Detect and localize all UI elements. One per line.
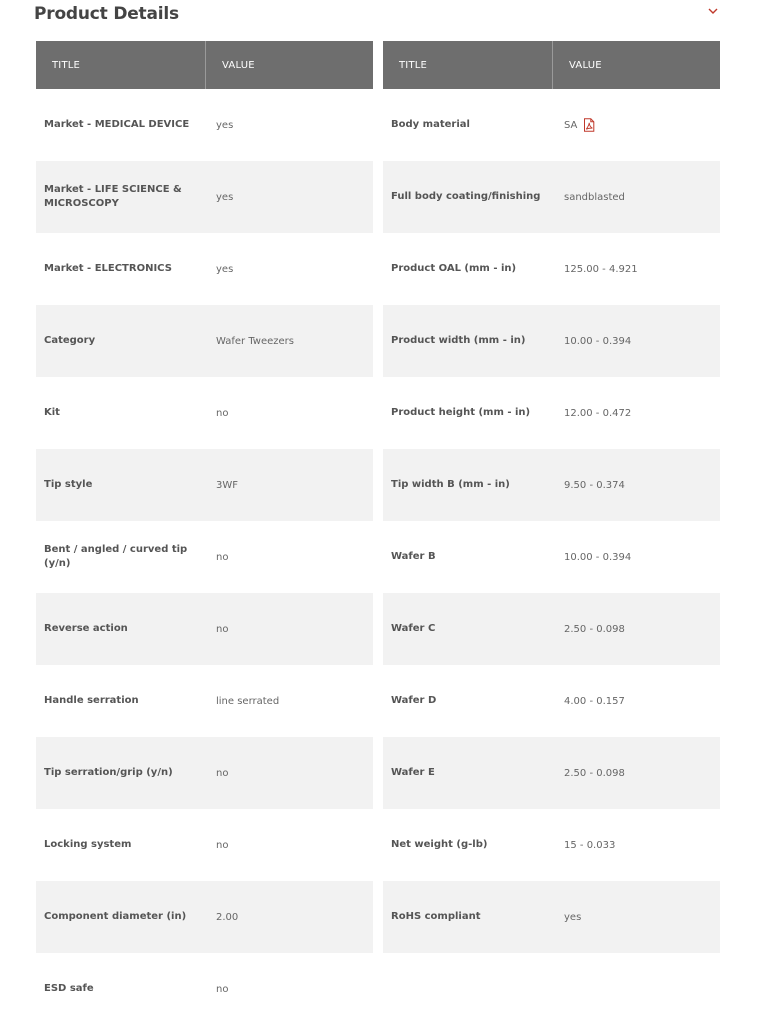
spec-title: Market - ELECTRONICS bbox=[44, 263, 172, 274]
spec-value: 12.00 - 0.472 bbox=[564, 407, 632, 419]
spec-title: ESD safe bbox=[44, 983, 94, 994]
table-row bbox=[36, 665, 373, 737]
spec-title: Body material bbox=[391, 119, 470, 130]
spec-value: 2.50 - 0.098 bbox=[564, 767, 625, 779]
spec-value: 4.00 - 0.157 bbox=[564, 695, 625, 707]
table-row bbox=[36, 449, 373, 521]
table-row bbox=[383, 233, 720, 305]
table-row bbox=[383, 377, 720, 449]
spec-title: Market - LIFE SCIENCE & MICROSCOPY bbox=[44, 184, 182, 209]
spec-title: Bent / angled / curved tip (y/n) bbox=[44, 544, 188, 569]
spec-title: Wafer D bbox=[391, 695, 437, 706]
specs-table-right bbox=[383, 41, 720, 953]
spec-value: 9.50 - 0.374 bbox=[564, 479, 625, 491]
spec-value: line serrated bbox=[216, 695, 280, 707]
spec-value-cell bbox=[553, 118, 720, 132]
spec-title: Product height (mm - in) bbox=[391, 407, 531, 418]
spec-title: Component diameter (in) bbox=[44, 911, 187, 922]
table-row bbox=[383, 89, 720, 161]
spec-value: no bbox=[216, 983, 229, 995]
spec-title: Product OAL (mm - in) bbox=[391, 263, 517, 274]
spec-value: yes bbox=[216, 191, 234, 203]
table-row bbox=[36, 521, 373, 593]
spec-title: Locking system bbox=[44, 839, 132, 850]
column-header-title: TITLE bbox=[383, 41, 553, 89]
spec-title: Net weight (g-lb) bbox=[391, 839, 488, 850]
table-row bbox=[383, 161, 720, 233]
table-row bbox=[383, 305, 720, 377]
spec-value: 10.00 - 0.394 bbox=[564, 551, 632, 563]
table-row bbox=[36, 593, 373, 665]
spec-title: Tip width B (mm - in) bbox=[391, 479, 510, 490]
table-row bbox=[36, 161, 373, 233]
table-row bbox=[383, 809, 720, 881]
spec-title: Wafer C bbox=[391, 623, 436, 634]
spec-value: sandblasted bbox=[564, 191, 625, 203]
spec-value: no bbox=[216, 623, 229, 635]
table-row bbox=[36, 305, 373, 377]
spec-value: yes bbox=[216, 263, 234, 275]
product-details-header[interactable] bbox=[34, 0, 720, 30]
spec-title: Product width (mm - in) bbox=[391, 335, 526, 346]
table-header bbox=[383, 41, 720, 89]
spec-value: 15 - 0.033 bbox=[564, 839, 616, 851]
spec-title: Reverse action bbox=[44, 623, 128, 634]
table-row bbox=[383, 593, 720, 665]
spec-title: Wafer B bbox=[391, 551, 436, 562]
specs-table-left bbox=[36, 41, 373, 1025]
spec-value: yes bbox=[216, 119, 234, 131]
column-header-value: VALUE bbox=[222, 59, 255, 71]
section-title: Product Details bbox=[34, 4, 179, 24]
spec-value: yes bbox=[564, 911, 582, 923]
table-row bbox=[36, 953, 373, 1025]
table-row bbox=[383, 449, 720, 521]
table-row bbox=[36, 89, 373, 161]
spec-value: 10.00 - 0.394 bbox=[564, 335, 632, 347]
spec-value: 125.00 - 4.921 bbox=[564, 263, 638, 275]
table-row bbox=[36, 809, 373, 881]
table-row bbox=[383, 665, 720, 737]
spec-title: Market - MEDICAL DEVICE bbox=[44, 119, 190, 130]
spec-value: no bbox=[216, 839, 229, 851]
table-row bbox=[36, 881, 373, 953]
spec-value: 2.00 bbox=[216, 911, 239, 923]
column-header-title: TITLE bbox=[36, 41, 206, 89]
chevron-down-icon[interactable] bbox=[706, 4, 720, 18]
table-row bbox=[36, 377, 373, 449]
pdf-icon[interactable] bbox=[583, 118, 595, 132]
spec-title: Kit bbox=[44, 407, 60, 418]
spec-title: Category bbox=[44, 335, 96, 346]
table-row bbox=[383, 881, 720, 953]
spec-title: RoHS compliant bbox=[391, 911, 481, 922]
table-row bbox=[36, 737, 373, 809]
table-row bbox=[383, 521, 720, 593]
spec-title: Wafer E bbox=[391, 767, 435, 778]
spec-value: no bbox=[216, 407, 229, 419]
table-row bbox=[383, 737, 720, 809]
spec-title: Tip serration/grip (y/n) bbox=[44, 767, 173, 778]
column-header-value: VALUE bbox=[569, 59, 602, 71]
spec-title: Full body coating/finishing bbox=[391, 191, 541, 202]
spec-value: no bbox=[216, 767, 229, 779]
table-row bbox=[36, 233, 373, 305]
spec-title: Tip style bbox=[44, 479, 93, 490]
spec-value: no bbox=[216, 551, 229, 563]
spec-value: SA bbox=[564, 119, 578, 131]
spec-title: Handle serration bbox=[44, 695, 139, 706]
table-header bbox=[36, 41, 373, 89]
spec-value: 3WF bbox=[216, 479, 239, 491]
spec-value: 2.50 - 0.098 bbox=[564, 623, 625, 635]
spec-value: Wafer Tweezers bbox=[216, 335, 294, 347]
